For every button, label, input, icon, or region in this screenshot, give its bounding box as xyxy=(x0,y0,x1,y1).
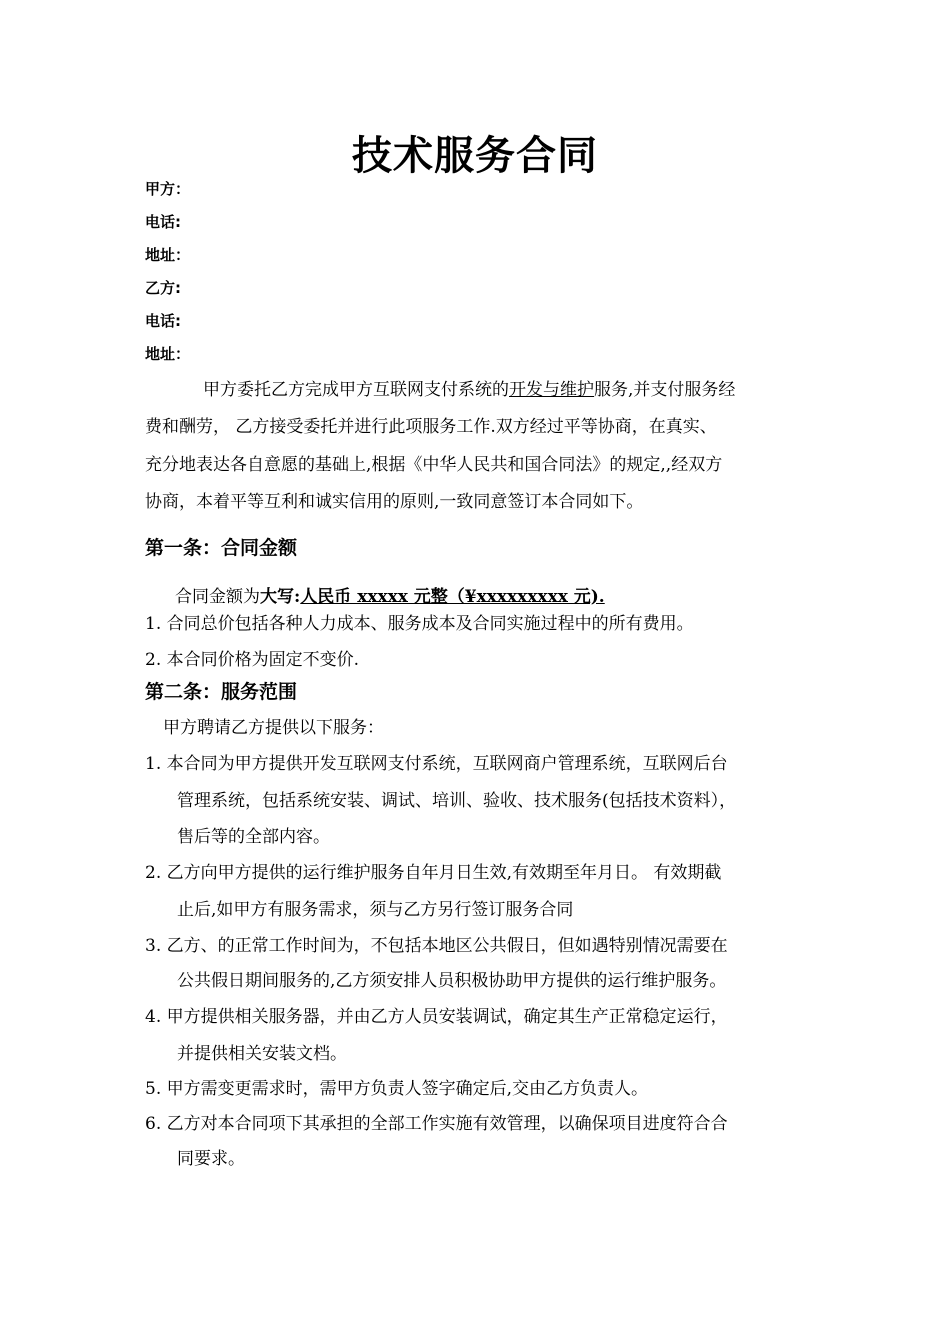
party-a-phone-label: 电话: xyxy=(145,213,181,231)
intro-underlined-term: 开发与维护 xyxy=(509,380,594,400)
article-2-item-6-line-2: 同要求。 xyxy=(177,1149,245,1169)
article-2-item-2-line-2: 止后,如甲方有服务需求，须与乙方另行签订服务合同 xyxy=(177,900,574,920)
amount-label: 合同金额为 xyxy=(175,587,260,607)
party-b-label: 乙方: xyxy=(145,279,181,297)
intro-line-1-post: 服务,并支付服务经 xyxy=(594,380,736,400)
article-1-heading xyxy=(145,533,297,560)
page-title: 技术服务合同 xyxy=(352,133,598,179)
intro-line-2: 费和酬劳， 乙方接受委托并进行此项服务工作.双方经过平等协商，在真实、 xyxy=(145,417,717,437)
article-2-heading: 第二条：服务范围 xyxy=(145,681,298,703)
party-a-address-label: 地址： xyxy=(145,246,191,264)
intro-line-1 xyxy=(203,375,735,400)
party-a-label: 甲方： xyxy=(145,180,191,198)
article-2-item-1-line-3: 售后等的全部内容。 xyxy=(177,827,330,847)
article-2-lead: 甲方聘请乙方提供以下服务： xyxy=(163,718,384,738)
article-2-item-2-line-1: 2. 乙方向甲方提供的运行维护服务自年月日生效,有效期至年月日。 有效期截 xyxy=(145,863,722,883)
article-2-item-1-line-1: 1. 本合同为甲方提供开发互联网支付系统，互联网商户管理系统，互联网后台 xyxy=(145,754,728,774)
amount-value: 人民币 xxxxx 元整（¥xxxxxxxxx 元). xyxy=(300,587,605,607)
article-1-title: 合同金额 xyxy=(221,537,298,559)
article-2-item-5: 5. 甲方需变更需求时，需甲方负责人签字确定后,交由乙方负责人。 xyxy=(145,1079,649,1099)
article-2-item-1-line-2: 管理系统，包括系统安装、调试、培训、验收、技术服务(包括技术资料）， xyxy=(177,791,737,811)
intro-line-4: 协商，本着平等互利和诚实信用的原则,一致同意签订本合同如下。 xyxy=(145,492,644,512)
article-2-item-6-line-1: 6. 乙方对本合同项下其承担的全部工作实施有效管理，以确保项目进度符合合 xyxy=(145,1114,728,1134)
article-1-item-1: 1. 合同总价包括各种人力成本、服务成本及合同实施过程中的所有费用。 xyxy=(145,614,694,634)
article-2-item-3-line-1: 3. 乙方、的正常工作时间为，不包括本地区公共假日，但如遇特别情况需要在 xyxy=(145,936,728,956)
intro-line-3: 充分地表达各自意愿的基础上,根据《中华人民共和国合同法》的规定,,经双方 xyxy=(145,455,723,475)
amount-uppercase-label: 大写: xyxy=(260,587,301,607)
article-2-item-3-line-2: 公共假日期间服务的,乙方须安排人员积极协助甲方提供的运行维护服务。 xyxy=(177,971,727,991)
contract-amount-line xyxy=(175,582,605,607)
intro-line-1-pre: 甲方委托乙方完成甲方互联网支付系统的 xyxy=(203,380,509,400)
party-b-phone-label: 电话: xyxy=(145,312,181,330)
article-1-item-2: 2. 本合同价格为固定不变价. xyxy=(145,650,360,670)
party-b-address-label: 地址： xyxy=(145,345,191,363)
article-2-item-4-line-2: 并提供相关安装文档。 xyxy=(177,1044,347,1064)
article-2-item-4-line-1: 4. 甲方提供相关服务器，并由乙方人员安装调试，确定其生产正常稳定运行， xyxy=(145,1007,728,1027)
article-1-prefix: 第一条： xyxy=(145,537,222,559)
